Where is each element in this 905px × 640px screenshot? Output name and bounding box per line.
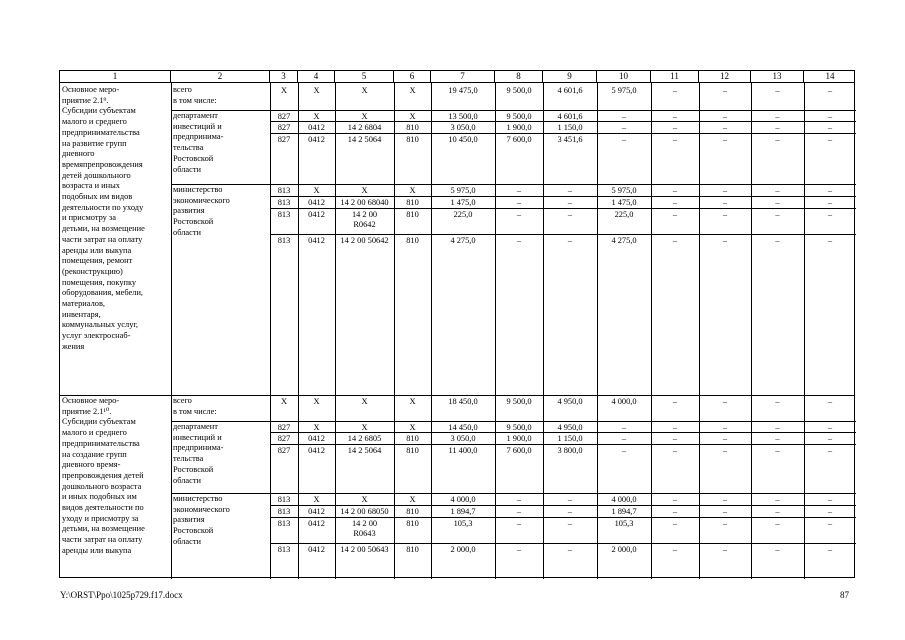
total-cell: 18 450,0: [448, 397, 478, 406]
table-cell: 0412: [308, 434, 325, 443]
table-cell: –: [827, 112, 833, 121]
table-cell: –: [775, 123, 780, 132]
table-cell: 810: [406, 123, 419, 132]
total-cell: –: [672, 86, 678, 95]
table-cell: 813: [277, 186, 291, 195]
table-cell: 813: [277, 210, 291, 219]
table-cell: –: [775, 495, 780, 504]
table-cell: 810: [406, 434, 419, 443]
header-divider: [60, 82, 854, 83]
table-cell: 0412: [308, 210, 325, 219]
table-cell: –: [827, 507, 833, 516]
header-col-10: 10: [597, 71, 651, 82]
table-cell: –: [516, 545, 522, 554]
row-divider: [270, 133, 856, 134]
table-cell: –: [827, 236, 833, 245]
section-divider: [171, 421, 856, 422]
table-cell: –: [567, 198, 573, 207]
table-cell: X: [409, 112, 416, 121]
table-cell: –: [516, 198, 522, 207]
measure-description: Основное меро- приятие 2.1¹⁰. Субсидии субъектам малого и среднего предпринимательства на создание групп дневного время- препровождения детей дошкольного возраста и иных подобных им видов деятельности по уходу и присмотру за детьми, на возмещение части затрат на оплату аренды или выкупа: [62, 396, 145, 555]
table-cell: –: [672, 123, 678, 132]
table-cell: 5 975,0: [611, 186, 637, 195]
table-cell: –: [827, 198, 833, 207]
table-cell: –: [567, 507, 573, 516]
table-cell: 105,3: [453, 519, 473, 528]
table-cell: –: [722, 210, 728, 219]
column-divider: [171, 82, 172, 579]
table-cell: 14 2 00 R0643: [351, 519, 378, 538]
table-cell: –: [621, 123, 627, 132]
table-cell: –: [567, 210, 573, 219]
table-cell: X: [409, 186, 416, 195]
table-cell: –: [722, 112, 728, 121]
table-cell: X: [361, 112, 368, 121]
section-divider: [171, 110, 856, 111]
table-cell: –: [672, 423, 678, 432]
table-cell: –: [775, 198, 780, 207]
table-cell: 827: [277, 123, 291, 132]
row-divider: [270, 444, 856, 445]
total-cell: X: [280, 86, 288, 95]
table-cell: 813: [277, 236, 291, 245]
total-cell: X: [313, 86, 320, 95]
table-cell: –: [775, 434, 780, 443]
table-cell: 14 2 5064: [347, 446, 382, 455]
table-cell: –: [516, 236, 522, 245]
table-cell: –: [827, 446, 833, 455]
table-cell: –: [516, 519, 522, 528]
table-cell: 3 800,0: [557, 446, 583, 455]
table-cell: 3 050,0: [450, 434, 476, 443]
table-cell: 0412: [308, 135, 325, 144]
table-cell: 1 900,0: [506, 123, 532, 132]
row-divider: [270, 543, 856, 544]
table-cell: 0412: [308, 123, 325, 132]
header-col-1: 1: [60, 71, 171, 82]
total-cell: –: [827, 86, 833, 95]
table-cell: –: [775, 545, 780, 554]
table-cell: 1 475,0: [611, 198, 637, 207]
row-divider: [270, 517, 856, 518]
table-cell: –: [775, 186, 780, 195]
table-cell: –: [516, 210, 522, 219]
header-col-14: 14: [825, 71, 835, 81]
table-cell: –: [827, 210, 833, 219]
table-cell: –: [621, 434, 627, 443]
header-col-7: 7: [431, 71, 495, 82]
table-cell: 225,0: [614, 210, 634, 219]
header-col-8: 8: [495, 71, 543, 82]
table-cell: 3 050,0: [450, 123, 476, 132]
table-cell: 14 2 00 68050: [340, 507, 389, 516]
table-cell: 0412: [308, 507, 325, 516]
table-cell: –: [621, 112, 627, 121]
table-cell: –: [722, 545, 728, 554]
table-cell: –: [621, 446, 627, 455]
table-cell: 813: [277, 519, 291, 528]
row-divider: [270, 196, 856, 197]
table-cell: –: [567, 495, 573, 504]
header-col-4: 4: [298, 71, 335, 82]
table-cell: X: [361, 186, 368, 195]
table-cell: 7 600,0: [506, 135, 532, 144]
header-col-9: 9: [543, 71, 597, 82]
table-cell: –: [672, 519, 678, 528]
total-cell: 4 950,0: [557, 397, 583, 406]
table-cell: –: [827, 423, 833, 432]
department-label: министерство экономического развития Ростовской области: [173, 494, 230, 546]
total-cell: X: [361, 86, 368, 95]
table-cell: –: [567, 545, 573, 554]
table-cell: 1 894,7: [611, 507, 637, 516]
measure-description: Основное меро- приятие 2.1⁹. Субсидии субъектам малого и среднего предпринимательства на развитие групп дневного времяпрепровождения детей дошкольного возраста и иных подобных им видов деятельности по уходу и присмотру за детьми, на возмещение части затрат на оплату аренды или выкупа помещения, ремонт (реконструкцию) помещения, покупку оборудования, мебели, материалов, инвентаря, коммунальных услуг, услуг электроснаб- жения: [62, 85, 145, 351]
table-cell: 827: [277, 423, 291, 432]
table-cell: –: [827, 519, 833, 528]
table-cell: 14 2 6804: [347, 123, 382, 132]
table-cell: 0412: [308, 236, 325, 245]
table-cell: –: [722, 198, 728, 207]
total-cell: 9 500,0: [506, 397, 532, 406]
header-col-2: 2: [171, 71, 270, 82]
table-cell: –: [722, 236, 728, 245]
department-label: министерство экономического развития Ростовской области: [173, 185, 230, 237]
table-cell: –: [672, 186, 678, 195]
table-cell: 810: [406, 236, 419, 245]
header-col-12: 12: [699, 71, 751, 82]
table-cell: 810: [406, 210, 419, 219]
table-cell: 4 275,0: [450, 236, 476, 245]
table-cell: –: [516, 495, 522, 504]
table-cell: 4 000,0: [611, 495, 637, 504]
table-cell: 14 2 00 68040: [340, 198, 389, 207]
total-cell: 4 601,6: [557, 86, 583, 95]
table-cell: 13 500,0: [448, 112, 478, 121]
table-cell: 14 450,0: [448, 423, 478, 432]
header-col-6: 6: [394, 71, 431, 82]
table-cell: 14 2 5064: [347, 135, 382, 144]
table-cell: 810: [406, 519, 419, 528]
table-cell: X: [409, 423, 416, 432]
table-cell: X: [313, 112, 320, 121]
table-cell: X: [313, 495, 320, 504]
total-label: всего в том числе:: [173, 396, 217, 416]
table-cell: 3 451,6: [557, 135, 583, 144]
total-cell: 5 975,0: [611, 86, 637, 95]
table-cell: 827: [277, 135, 291, 144]
table-cell: 1 150,0: [557, 434, 583, 443]
table-cell: –: [672, 446, 678, 455]
table-cell: 810: [406, 135, 419, 144]
table-cell: –: [567, 236, 573, 245]
table-cell: 7 600,0: [506, 446, 532, 455]
table-cell: 14 2 00 50642: [340, 236, 389, 245]
table-cell: –: [722, 423, 728, 432]
total-cell: –: [775, 397, 780, 406]
table-cell: X: [361, 423, 368, 432]
document-path: Y:\ORST\Ppo\1025p729.f17.docx: [60, 590, 183, 600]
table-cell: –: [722, 186, 728, 195]
table-cell: 813: [277, 545, 291, 554]
table-cell: –: [621, 423, 627, 432]
table-cell: 0412: [308, 446, 325, 455]
table-cell: 810: [406, 545, 419, 554]
table-cell: –: [722, 434, 728, 443]
table-cell: 827: [277, 446, 291, 455]
total-cell: –: [827, 397, 833, 406]
table-cell: –: [672, 236, 678, 245]
budget-table: [59, 70, 855, 578]
table-cell: –: [722, 123, 728, 132]
total-cell: X: [280, 397, 288, 406]
table-cell: 4 601,6: [557, 112, 583, 121]
section-divider: [171, 493, 856, 494]
table-cell: 1 894,7: [450, 507, 476, 516]
table-cell: –: [775, 112, 780, 121]
table-cell: 225,0: [453, 210, 473, 219]
table-cell: –: [722, 135, 728, 144]
table-cell: 1 900,0: [506, 434, 532, 443]
table-cell: 14 2 00 50643: [340, 545, 389, 554]
table-cell: 5 975,0: [450, 186, 476, 195]
table-cell: 10 450,0: [448, 135, 478, 144]
table-cell: –: [827, 135, 833, 144]
department-label: департамент инвестиций и предпринима- тельства Ростовской области: [173, 422, 224, 485]
table-cell: –: [775, 135, 780, 144]
table-cell: –: [827, 495, 833, 504]
table-cell: 813: [277, 507, 291, 516]
header-col-5: 5: [335, 71, 394, 82]
table-cell: 9 500,0: [506, 423, 532, 432]
table-cell: –: [621, 135, 627, 144]
table-cell: –: [775, 423, 780, 432]
table-cell: X: [361, 495, 368, 504]
table-cell: –: [827, 186, 833, 195]
total-cell: X: [409, 397, 416, 406]
total-cell: 4 000,0: [611, 397, 637, 406]
total-cell: 19 475,0: [448, 86, 478, 95]
total-cell: –: [775, 86, 780, 95]
table-cell: –: [827, 123, 833, 132]
table-cell: 9 500,0: [506, 112, 532, 121]
total-cell: –: [672, 397, 678, 406]
table-cell: 827: [277, 434, 291, 443]
table-cell: –: [722, 519, 728, 528]
total-cell: –: [722, 86, 728, 95]
header-col-11: 11: [651, 71, 699, 82]
page-number: 87: [840, 590, 849, 600]
table-cell: 105,3: [614, 519, 634, 528]
total-cell: X: [313, 397, 320, 406]
table-cell: –: [722, 507, 728, 516]
table-cell: X: [313, 186, 320, 195]
table-cell: –: [672, 112, 678, 121]
table-cell: 4 000,0: [450, 495, 476, 504]
table-cell: 14 2 6805: [347, 434, 382, 443]
table-cell: –: [775, 446, 780, 455]
row-divider: [270, 505, 856, 506]
table-cell: 4 950,0: [557, 423, 583, 432]
total-label: всего в том числе:: [173, 85, 217, 105]
table-cell: –: [775, 236, 780, 245]
table-cell: –: [516, 186, 522, 195]
total-cell: X: [361, 397, 368, 406]
table-cell: 827: [277, 112, 291, 121]
table-cell: –: [775, 210, 780, 219]
table-cell: 0412: [308, 198, 325, 207]
table-cell: 2 000,0: [611, 545, 637, 554]
table-cell: –: [722, 495, 728, 504]
table-cell: 810: [406, 198, 419, 207]
department-label: департамент инвестиций и предпринима- тельства Ростовской области: [173, 111, 224, 174]
table-cell: 0412: [308, 545, 325, 554]
total-cell: 9 500,0: [506, 86, 532, 95]
table-cell: 11 400,0: [448, 446, 478, 455]
table-cell: –: [672, 434, 678, 443]
total-cell: X: [409, 86, 416, 95]
table-cell: –: [672, 507, 678, 516]
table-cell: –: [672, 545, 678, 554]
table-cell: –: [827, 545, 833, 554]
table-cell: 810: [406, 446, 419, 455]
table-cell: X: [313, 423, 320, 432]
table-cell: –: [722, 446, 728, 455]
header-col-13: 13: [751, 71, 804, 82]
section-divider: [171, 184, 856, 185]
table-cell: –: [827, 434, 833, 443]
table-cell: 4 275,0: [611, 236, 637, 245]
table-cell: –: [516, 507, 522, 516]
table-cell: 810: [406, 507, 419, 516]
total-cell: –: [722, 397, 728, 406]
table-cell: 2 000,0: [450, 545, 476, 554]
table-cell: –: [775, 519, 780, 528]
table-cell: 813: [277, 495, 291, 504]
table-cell: –: [672, 210, 678, 219]
row-divider: [270, 208, 856, 209]
table-cell: –: [567, 186, 573, 195]
table-cell: –: [672, 135, 678, 144]
table-cell: 1 150,0: [557, 123, 583, 132]
row-divider: [270, 234, 856, 235]
table-cell: 14 2 00 R0642: [351, 210, 378, 229]
table-cell: X: [409, 495, 416, 504]
table-cell: –: [775, 507, 780, 516]
table-cell: 813: [277, 198, 291, 207]
table-cell: 1 475,0: [450, 198, 476, 207]
table-cell: –: [567, 519, 573, 528]
table-cell: –: [672, 495, 678, 504]
header-col-3: 3: [270, 71, 298, 82]
table-cell: 0412: [308, 519, 325, 528]
table-cell: –: [672, 198, 678, 207]
